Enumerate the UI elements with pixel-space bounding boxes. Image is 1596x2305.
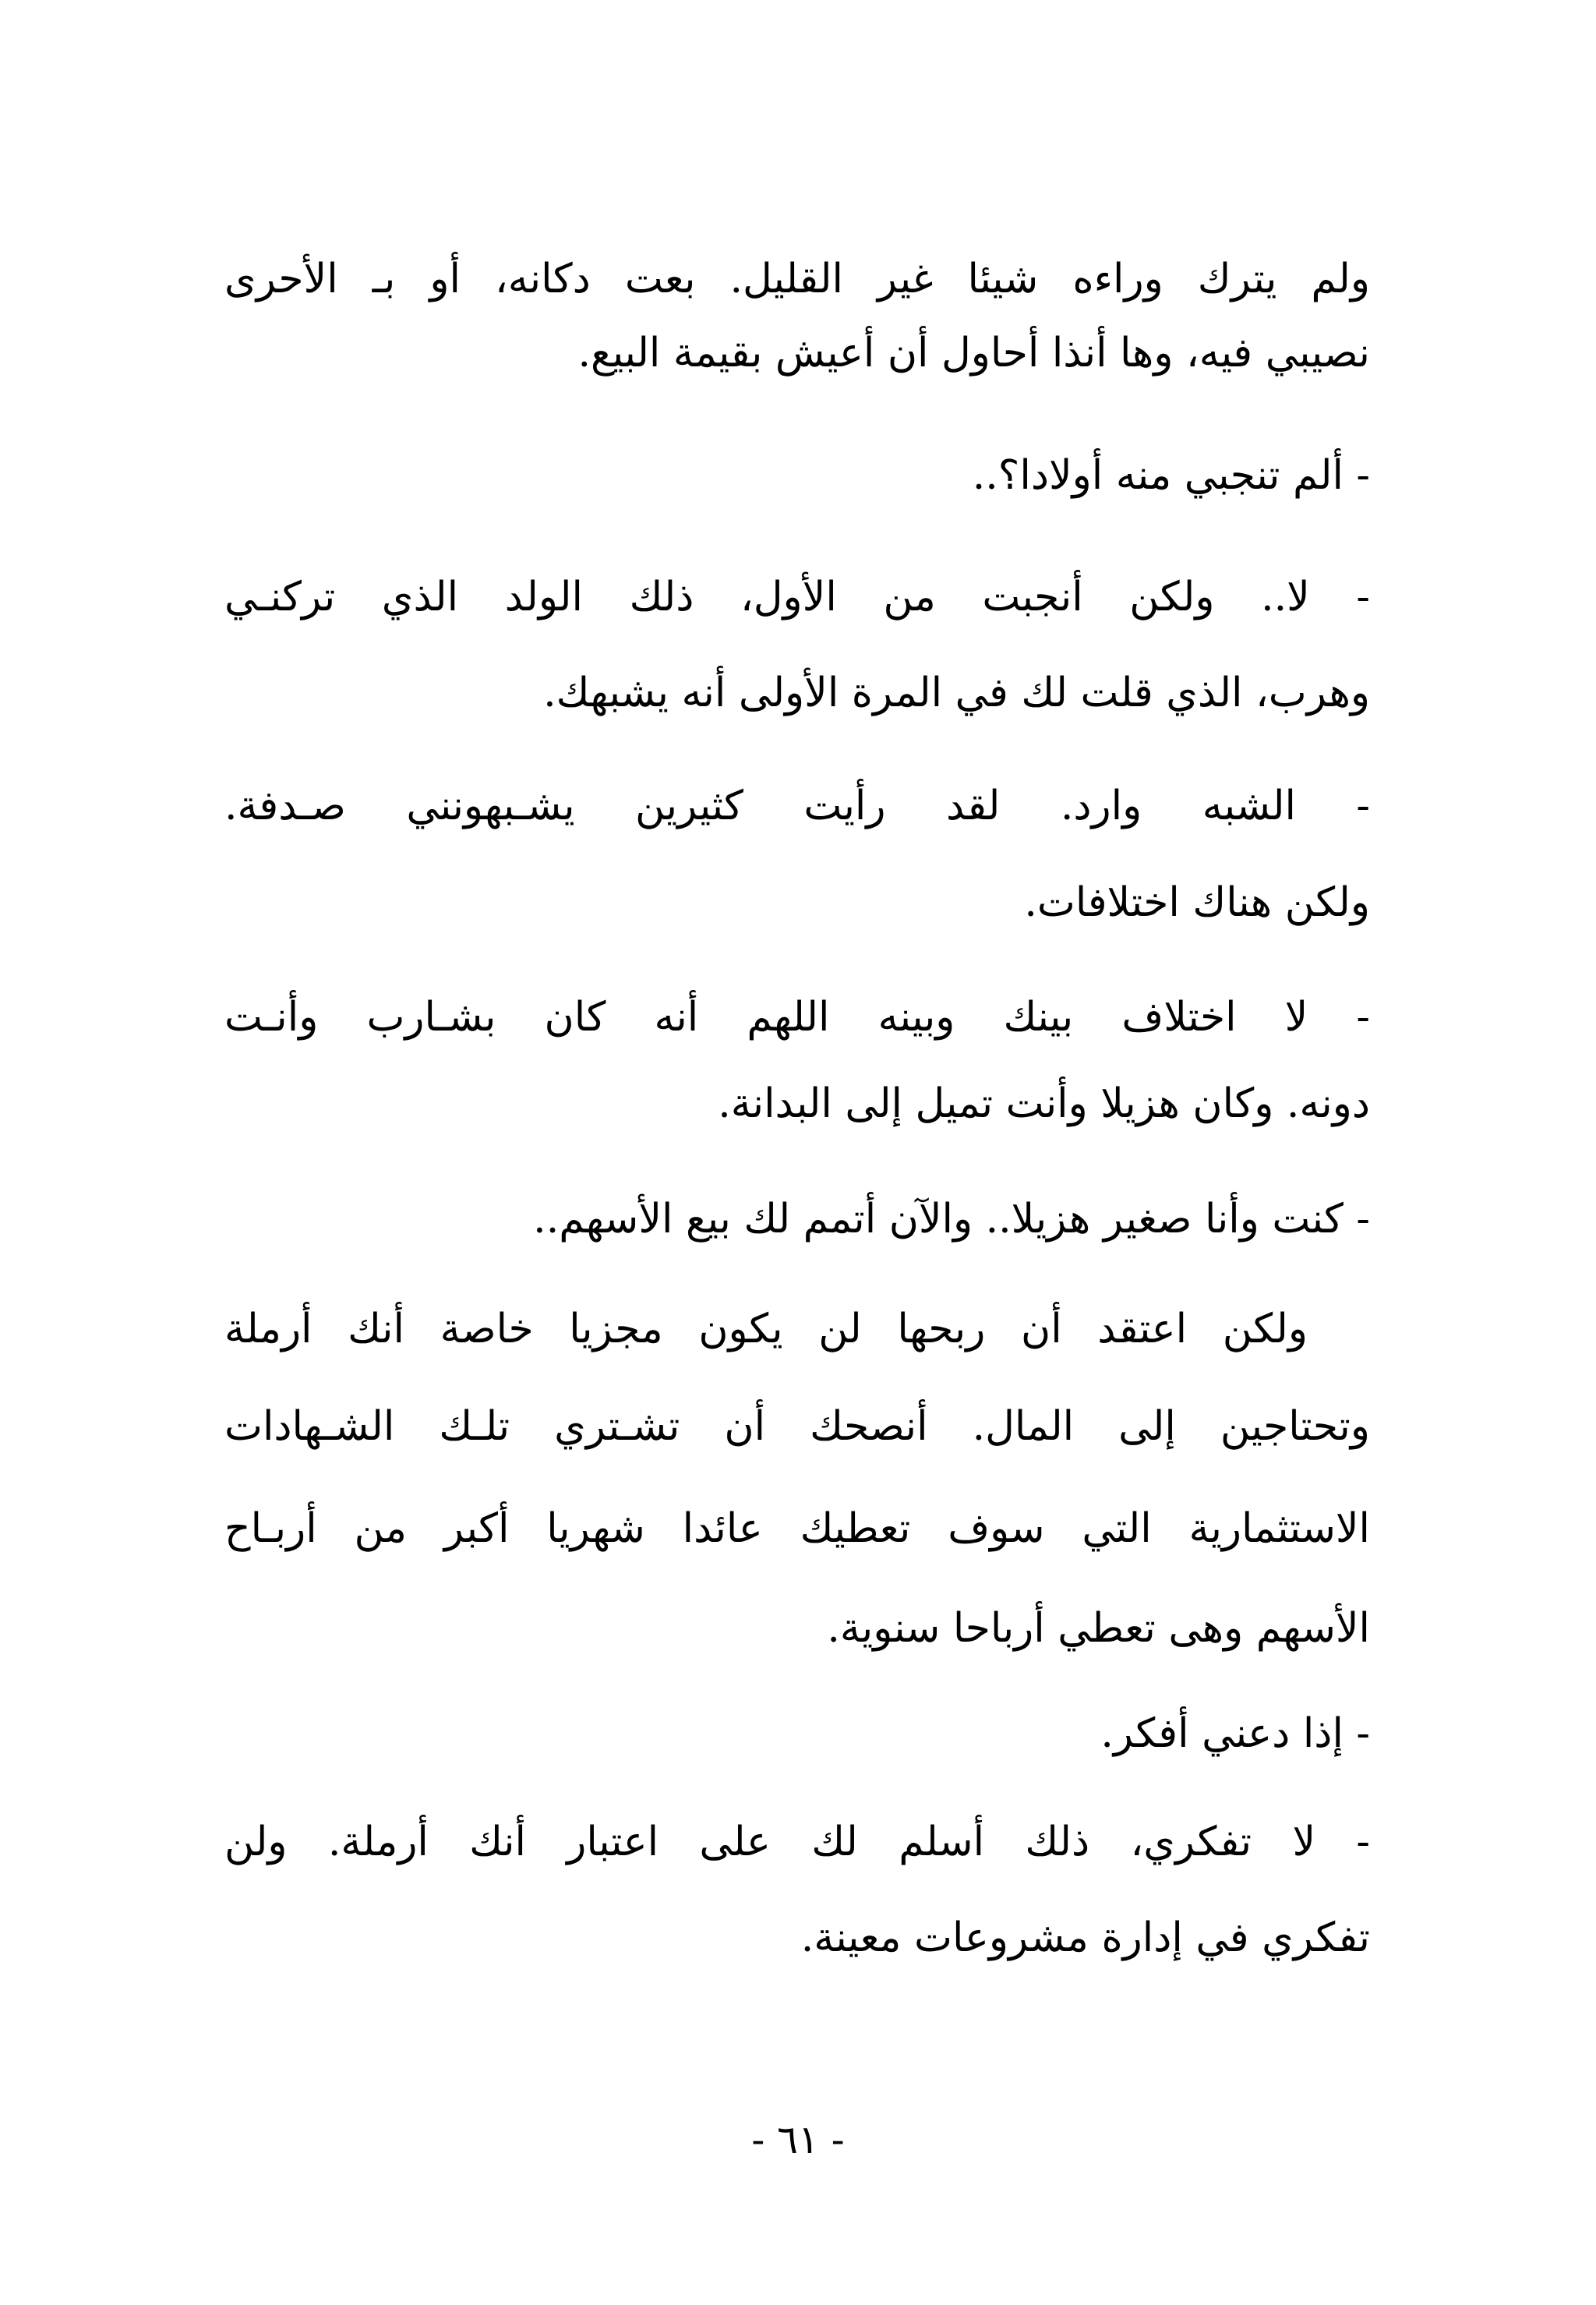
text-line-11: ولكن اعتقد أن ربحها لن يكون مجزيا خاصة أنك أرملة: [224, 1306, 1308, 1352]
text-line-7: ولكن هناك اختلافات.: [1024, 879, 1370, 926]
text-line-1: ولم يترك وراءه شيئا غير القليل. بعت دكانه، أو بـ الأحرى: [224, 256, 1370, 302]
text-line-13: الاستثمارية التي سوف تعطيك عائدا شهريا أكبر من أربـاح: [224, 1505, 1370, 1552]
text-line-12: وتحتاجين إلى المال. أنصحك أن تشـتري تلـك الشـهادات: [224, 1403, 1370, 1450]
page-number: - ٦١ -: [751, 2117, 845, 2162]
text-line-2: نصيبي فيه، وها أنذا أحاول أن أعيش بقيمة البيع.: [577, 330, 1370, 377]
text-line-4: - لا.. ولكن أنجبت من الأول، ذلك الولد الذي تركنـي: [224, 574, 1370, 620]
text-line-9: دونه. وكان هزيلا وأنت تميل إلى البدانة.: [718, 1080, 1370, 1127]
text-line-5: وهرب، الذي قلت لك في المرة الأولى أنه يشبهك.: [543, 670, 1370, 716]
text-line-3: - ألم تنجبي منه أولادا؟..: [972, 452, 1370, 499]
text-line-14: الأسهم وهى تعطي أرباحا سنوية.: [827, 1605, 1370, 1652]
text-line-10: - كنت وأنا صغير هزيلا.. والآن أتمم لك بيع الأسهم..: [533, 1196, 1370, 1243]
text-line-17: تفكري في إدارة مشروعات معينة.: [800, 1914, 1370, 1961]
text-line-15: - إذا دعني أفكر.: [1100, 1710, 1370, 1757]
text-line-6: - الشبه وارد. لقد رأيت كثيرين يشـبهونني صـدفة.: [224, 783, 1370, 829]
text-line-16: - لا تفكري، ذلك أسلم لك على اعتبار أنك أرملة. ولن: [224, 1819, 1370, 1865]
text-line-8: - لا اختلاف بينك وبينه اللهم أنه كان بشـارب وأنـت: [224, 994, 1370, 1041]
